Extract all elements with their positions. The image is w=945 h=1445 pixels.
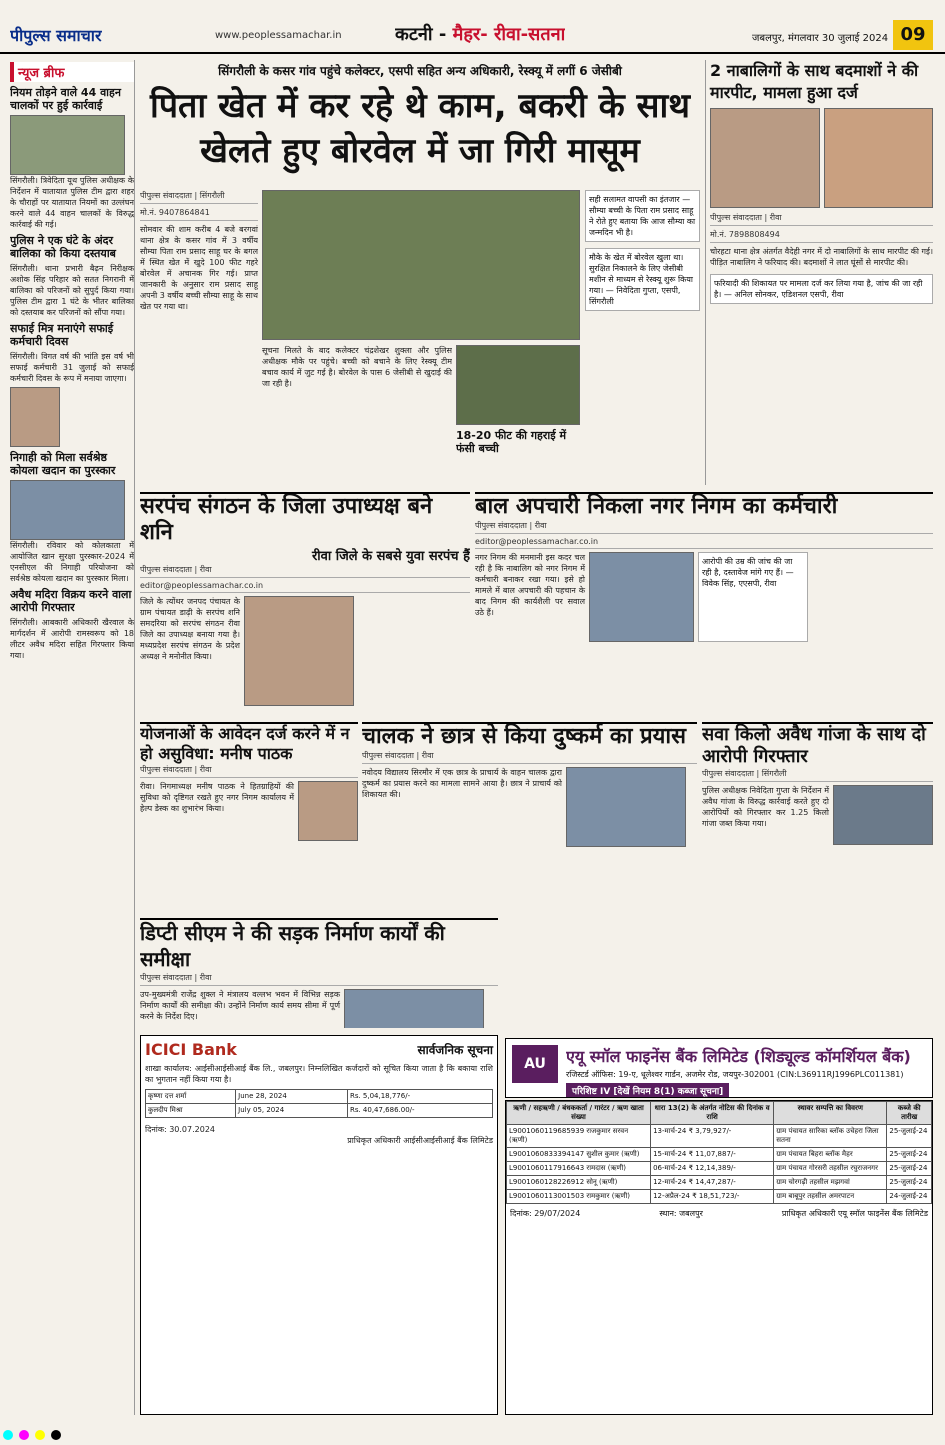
table-row: L9001060833394147 सुशील कुमार (ऋणी) 15-मार्च-24 ₹ 11,07,887/- ग्राम पंचायत बिहरा ब्लॉक मैहर 25-जुलाई-24 <box>507 1148 932 1162</box>
registered-office: रजिस्टर्ड ऑफिस: 19-ए, धूलेश्वर गार्डन, अजमेर रोड, जयपुर-302001 (CIN:L36911RJ1996PLC011381) <box>566 1070 904 1079</box>
lead-body: सूचना मिलते के बाद कलेक्टर चंद्रशेखर शुक्ला और पुलिस अधीक्षक मौके पर पहुंचे। बच्ची को बचाने के लिए रेस्क्यू टीम बचाव कार्य में जुट गई है। बोरवेल के पास 6 जेसीबी से खुदाई की जा रही है। <box>262 346 452 388</box>
byline: पीपुल्स संवाददाता | रीवा <box>362 750 697 764</box>
dycm-story <box>140 918 498 1028</box>
office-photo <box>589 552 694 642</box>
sarpanch-story <box>140 492 470 717</box>
nagar-nigam-story <box>475 492 933 717</box>
story-headline[interactable]: डिप्टी सीएम ने की सड़क निर्माण कार्यों की समीक्षा <box>140 921 445 971</box>
byline: पीपुल्स संवाददाता | रीवा <box>140 564 470 578</box>
newspaper-logo[interactable]: पीपुल्स समाचार <box>10 26 102 45</box>
notice-title: सार्वजनिक सूचना <box>417 1043 493 1057</box>
yellow-dot <box>35 1430 45 1440</box>
black-dot <box>51 1430 61 1440</box>
school-photo <box>566 767 686 847</box>
byline: पीपुल्स संवाददाता | सिंगरौली <box>140 190 258 204</box>
table-row: कृष्णा दत्त शर्मा June 28, 2024 Rs. 5,04,18,776/- <box>146 1090 493 1104</box>
byline: पीपुल्स संवाददाता | रीवा <box>475 520 933 534</box>
award-photo <box>10 480 125 540</box>
icici-notice <box>140 1035 498 1415</box>
lead-col-3 <box>456 345 580 490</box>
cyan-dot <box>3 1430 13 1440</box>
brief-headline[interactable]: सफाई मित्र मनाएंगे सफाई कर्मचारी दिवस <box>10 322 114 348</box>
brief-headline[interactable]: पुलिस ने एक घंटे के अंदर बालिका को किया दस्तयाब <box>10 234 116 260</box>
notice-date: दिनांक: 29/07/2024 <box>510 1209 581 1218</box>
portrait-photo <box>298 781 358 841</box>
story-body: पुलिस अधीक्षक निवेदिता गुप्ता के निर्देशन में अवैध गांजा के विरुद्ध कार्रवाई करते हुए दो आरोपियों को गिरफ्तार कर 1.25 किलो गांजा जब्त किया गया। <box>702 786 829 828</box>
email: editor@peoplessamachar.co.in <box>140 581 470 593</box>
page-number: 09 <box>893 20 933 50</box>
story-headline[interactable]: बाल अपचारी निकला नगर निगम का कर्मचारी <box>475 494 838 519</box>
brief-body: सिंगरौली। थाना प्रभारी बैढ़न निरीक्षक अशोक सिंह परिहार को सतत निगरानी में बालिका को परिजनों को सुपुर्द किया गया। पुलिस टीम द्वारा 1 घंटे के भीतर बालिका को दस्तयाब कर परिजनों को सौंपा गया। <box>10 264 134 317</box>
assault-story <box>705 60 933 485</box>
story-body: उप-मुख्यमंत्री राजेंद्र शुक्ल ने मंत्रालय वल्लभ भवन में विभिन्न सड़क निर्माण कार्यों की समीक्षा की। उन्होंने निर्माण कार्य समय सीमा में पूर्ण करने के निर्देश दिए। <box>140 990 340 1021</box>
byline: पीपुल्स संवाददाता | रीवा <box>140 764 358 778</box>
story-body: नवोदय विद्यालय सिरमौर में एक छात्र के प्राचार्य के वाहन चालक द्वारा दुष्कर्म का प्रयास करने का मामला सामने आया है। छात्र ने प्राचार्य को शिकायत की। <box>362 768 562 799</box>
chalak-story <box>362 722 697 912</box>
quote-box: फरियादी की शिकायत पर मामला दर्ज कर लिया गया है, जांच की जा रही है। — अनिल सोनकर, एडिशनल एसपी, रीवा <box>710 274 933 304</box>
byline: पीपुल्स संवाददाता | रीवा <box>710 212 933 226</box>
yojana-story <box>140 722 358 912</box>
notice-date: दिनांक: 30.07.2024 <box>145 1125 216 1134</box>
story-body: नगर निगम की मनमानी इस कदर चल रही है कि नाबालिग को नगर निगम में कर्मचारी बनाकर रखा गया। इसे हो मामले में बाल अपचारी की पहचान के बाद निगम की कार्यशैली पर सवाल उठे हैं। <box>475 553 585 617</box>
lead-body: सोमवार की शाम करीब 4 बजे बरगवां थाना क्षेत्र के कसर गांव में 3 वर्षीय सौम्या पिता राम प्रसाद साहू घर के बगल में स्थित खेत में खुदे 100 फीट गहरे बोरवेल में अचानक गिर गई। प्राप्त जानकारी के अनुसार राम प्रसाद साहू अपनी 3 वर्षीय बच्ची सौम्या साहू के साथ खेत पर गया था। <box>140 225 258 311</box>
story-subhead: रीवा जिले के सबसे युवा सरपंच हैं <box>311 549 470 564</box>
bank-name: एयू स्मॉल फाइनेंस बैंक लिमिटेड (शिड्यूल्ड कॉमर्शियल बैंक) <box>566 1047 911 1066</box>
table-row: L9001060117916643 रामदास (ऋणी) 06-मार्च-24 ₹ 12,14,389/- ग्राम पंचायत गोरसरी तहसील रघुराजनगर 25-जुलाई-24 <box>507 1162 932 1176</box>
news-brief-column <box>10 60 135 1415</box>
au-bank-logo: AU <box>512 1045 558 1083</box>
notice-place: स्थान: जबलपुर <box>659 1209 703 1218</box>
story-headline[interactable]: योजनाओं के आवेदन दर्ज करने में न हो असुविधा: मनीष पाठक <box>140 724 350 763</box>
victim-photo <box>710 108 820 208</box>
possession-table: ऋणी / सहऋणी / बंधककर्ता / गारंटर / ऋण खाता संख्या धारा 13(2) के अंतर्गत नोटिस की दिनांक व राशि स्थावर सम्पत्ति का विवरण कब्जे की तारीख L9001060119685939 राजकुमार सरवन (ऋणी) 13-मार्च-24 ₹ 3,79,927/- ग्राम पंचायत सारिका ब्लॉक उचेहरा जिला सतना 25-जुलाई-24 L9001060833394147 सुशील कुमार (ऋणी) 15-मार्च-24 ₹ 11,07,887/- ग्राम पंचायत बिहरा ब्लॉक मैहर 25-जुलाई-24 L9001060117916643 रामदास (ऋणी) 06-मार्च-24 ₹ 12,14,389/- ग्राम पंचायत गोरसरी तहसील रघुराजनगर 25-जुलाई-24 L9001060128226912 सोनू (ऋणी) 12-मार्च-24 ₹ 14,47,287/- ग्राम चोरगढ़ी तहसील मझगवां 25-जुलाई-24 L9001060113001503 रामकुमार (ऋणी) 12-अप्रैल-24 ₹ 18,51,723/- ग्राम बाबूपुर तहसील अमरपाटन 24-जुलाई-24 <box>506 1101 932 1204</box>
info-box: सही सलामत वापसी का इंतजार — सौम्या बच्ची के पिता राम प्रसाद साहू ने रोते हुए बताया कि आज सौम्या का जन्मदिन भी है। <box>585 190 700 242</box>
brief-headline[interactable]: निगाही को मिला सर्वश्रेष्ठ कोयला खदान का पुरस्कार <box>10 451 116 477</box>
story-headline[interactable]: सरपंच संगठन के जिला उपाध्यक्ष बने शनि <box>140 494 433 545</box>
masthead <box>0 18 945 54</box>
story-headline[interactable]: सवा किलो अवैध गांजा के साथ दो आरोपी गिरफ्तार <box>702 724 926 767</box>
brief-headline[interactable]: अवैध मदिरा विक्रय करने वाला आरोपी गिरफ्तार <box>10 588 132 614</box>
brief-body: सिंगरौली। विगत वर्ष की भांति इस वर्ष भी सफाई कर्मचारी 31 जुलाई को सफाई कर्मचारी दिवस के रूप में मनाया जाएगा। <box>10 352 134 383</box>
brief-body: सिंगरौली। त्रिवेदिता यूथ पुलिस अधीक्षक के निर्देशन में यातायात पुलिस टीम द्वारा शहर के चौराहों पर यातायात नियमों का उल्लंघन करने वाले 44 वाहन चालकों के विरुद्ध कार्रवाई की गई। <box>10 176 134 229</box>
story-body: चोरहटा थाना क्षेत्र अंतर्गत वैदेही नगर में दो नाबालिगों के साथ मारपीट की गई। पीड़ित नाबालिग ने फरियाद की। बदमाशों ने लात घूंसों से मारपीट की। <box>710 247 933 267</box>
icici-logo: ICICI Bank <box>145 1040 237 1059</box>
table-row: L9001060119685939 राजकुमार सरवन (ऋणी) 13-मार्च-24 ₹ 3,79,927/- ग्राम पंचायत सारिका ब्लॉक उचेहरा जिला सतना 25-जुलाई-24 <box>507 1125 932 1148</box>
au-bank-table-wrap <box>505 1100 933 1415</box>
magenta-dot <box>19 1430 29 1440</box>
table-row: L9001060128226912 सोनू (ऋणी) 12-मार्च-24 ₹ 14,47,287/- ग्राम चोरगढ़ी तहसील मझगवां 25-जुलाई-24 <box>507 1176 932 1190</box>
story-body: रीवा। निगमाध्यक्ष मनीष पाठक ने हितग्राहियों की सुविधा को दृष्टिगत रखते हुए नगर निगम कार्यालय में हेल्प डेस्क का शुभारंभ किया। <box>140 782 294 813</box>
mobile-number: मो.नं. 7898808494 <box>710 229 933 243</box>
notice-signatory: प्राधिकृत अधिकारी आईसीआईसीआई बैंक लिमिटेड <box>347 1136 493 1145</box>
quote-box: मौके के खेत में बोरवेल खुला था। सुरक्षित निकालने के लिए जेसीबी मशीन से माध्यम से रेस्क्यू शुरू किया गया। — निवेदिता गुप्ता, एसपी, सिंगरौली <box>585 248 700 311</box>
photo-caption: 18-20 फीट की गहराई में फंसी बच्ची <box>456 429 567 455</box>
au-bank-header <box>505 1038 933 1098</box>
quote-box: आरोपी की उम्र की जांच की जा रही है, दस्तावेज मांगे गए हैं। — विवेक सिंह, एएसपी, रीवा <box>698 552 808 642</box>
brief-headline[interactable]: नियम तोड़ने वाले 44 वाहन चालकों पर हुई कार्रवाई <box>10 86 121 112</box>
news-brief-label: न्यूज ब्रीफ <box>10 62 134 82</box>
brief-body: सिंगरौली। आबकारी अधिकारी खैरवाल के मार्गदर्शन में आरोपी रामस्वरूप को 18 लीटर अवैध मदिरा सहित गिरफ्तार किया गया। <box>10 618 134 660</box>
byline: पीपुल्स संवाददाता | सिंगरौली <box>702 768 933 782</box>
possession-notice-title: परिशिष्ट IV [देखें नियम 8(1) कब्जा सूचना] <box>566 1083 729 1098</box>
story-headline[interactable]: चालक ने छात्र से किया दुष्कर्म का प्रयास <box>362 724 686 749</box>
sarpanch-photo <box>244 596 354 706</box>
borewell-photo <box>456 345 580 425</box>
story-body: जिले के त्योंथर जनपद पंचायत के ग्राम पंचायत डाढ़ी के सरपंच शनि समदरिया को सरपंच संगठन रीवा जिले का उपाध्यक्ष बनाया गया है। मध्यप्रदेश सरपंच संगठन के प्रदेश अध्यक्ष ने मनोनीत किया। <box>140 597 240 661</box>
byline: पीपुल्स संवाददाता | रीवा <box>140 972 498 986</box>
police-vehicles-photo <box>10 115 125 175</box>
injury-photo <box>824 108 934 208</box>
notice-body: शाखा कार्यालय: आईसीआईसीआई बैंक लि., जबलपुर। निम्नलिखित कर्जदारों को सूचित किया जाता है कि बकाया राशि का भुगतान नहीं किया गया है। <box>145 1064 493 1084</box>
notice-signatory: प्राधिकृत अधिकारी एयू स्मॉल फाइनेंस बैंक लिमिटेड <box>781 1209 928 1218</box>
notice-table <box>145 1089 493 1118</box>
portrait-photo <box>10 387 60 447</box>
website-url[interactable]: www.peoplessamachar.in <box>215 30 342 41</box>
lead-col-2 <box>262 345 452 490</box>
table-row: L9001060113001503 रामकुमार (ऋणी) 12-अप्रैल-24 ₹ 18,51,723/- ग्राम बाबूपुर तहसील अमरपाटन 24-जुलाई-24 <box>507 1190 932 1204</box>
lead-col-1 <box>140 190 258 490</box>
lead-headline[interactable]: पिता खेत में कर रहे थे काम, बकरी के साथ खेलते हुए बोरवेल में जा गिरी मासूम <box>149 86 691 171</box>
rescue-site-photo <box>262 190 580 340</box>
story-headline[interactable]: 2 नाबालिगों के साथ बदमाशों ने की मारपीट, मामला हुआ दर्ज <box>710 61 919 102</box>
lead-sidebar <box>585 190 700 490</box>
meeting-photo <box>344 989 484 1028</box>
lead-kicker: सिंगरौली के कसर गांव पहुंचे कलेक्टर, एसपी सहित अन्य अधिकारी, रेस्क्यू में लगीं 6 जेसीबी <box>218 64 622 78</box>
email: editor@peoplessamachar.co.in <box>475 537 933 549</box>
issue-date: जबलपुर, मंगलवार 30 जुलाई 2024 <box>752 33 889 44</box>
ganja-story <box>702 722 933 1032</box>
arrest-photo <box>833 785 933 845</box>
edition-cities: कटनी - मैहर- रीवा-सतना <box>395 24 566 45</box>
color-registration-strip <box>0 1425 945 1445</box>
mobile-number: मो.नं. 9407864841 <box>140 207 258 221</box>
brief-body: सिंगरौली। रविवार को कोलकाता में आयोजित खान सुरक्षा पुरस्कार-2024 में एनसीएल की निगाही परियोजना को सर्वश्रेष्ठ कोयला खदान का पुरस्कार मिला। <box>10 541 134 583</box>
table-row: कुलदीप मिश्रा July 05, 2024 Rs. 40,47,686.00/- <box>146 1104 493 1118</box>
